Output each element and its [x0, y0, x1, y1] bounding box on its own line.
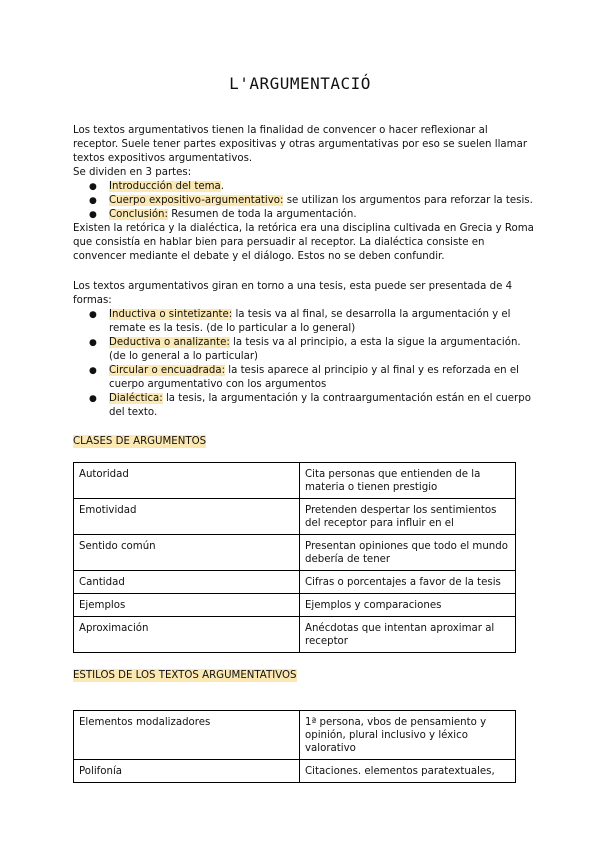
thesis-section	[73, 280, 535, 420]
table-cell: Cantidad	[74, 571, 300, 594]
parts-list	[73, 180, 535, 222]
table-row	[74, 711, 516, 760]
table-row	[74, 760, 516, 783]
highlighted-term: Inductiva o sintetizante:	[109, 309, 233, 320]
item-text: la tesis, la argumentación y la contraargumentación están en el cuerpo del texto.	[109, 393, 531, 418]
item-text: Resumen de toda la argumentación.	[167, 209, 357, 220]
table-cell: Ejemplos	[74, 594, 300, 617]
table-cell: Pretenden despertar los sentimientos del receptor para influir en el	[300, 499, 516, 535]
page-title: L'ARGUMENTACIÓ	[229, 74, 371, 93]
estilos-heading-wrap	[73, 669, 535, 683]
table-row	[74, 594, 516, 617]
rhetoric-paragraph: Existen la retórica y la dialéctica, la retórica era una disciplina cultivada en Grecia y Roma que consistía en hablar bien para persuadir al receptor. La dialéctica consiste en convencer mediante el debate y el diálogo. Estos no se deben confundir.	[73, 223, 534, 262]
item-text: la tesis va al principio, a esta la sigue la argumentación. (de lo general a lo particular)	[109, 337, 521, 362]
table-row	[74, 571, 516, 594]
table-row	[74, 499, 516, 535]
table-row	[74, 463, 516, 499]
list-item	[73, 336, 535, 364]
list-item	[73, 208, 535, 222]
table-row	[74, 617, 516, 653]
table-cell: Elementos modalizadores	[74, 711, 300, 760]
list-item	[73, 364, 535, 392]
table-row	[74, 535, 516, 571]
table-cell: Cita personas que entienden de la materia o tienen prestigio	[300, 463, 516, 499]
table-cell: Aproximación	[74, 617, 300, 653]
list-item	[73, 392, 535, 420]
table-cell: 1ª persona, vbos de pensamiento y opinión, plural inclusivo y léxico valorativo	[300, 711, 516, 760]
highlighted-term: Conclusión:	[109, 209, 168, 220]
list-item	[73, 180, 535, 194]
clases-heading-wrap	[73, 435, 535, 449]
thesis-paragraph: Los textos argumentativos giran en torno a una tesis, esta puede ser presentada de 4 formas:	[73, 281, 513, 306]
clases-heading: CLASES DE ARGUMENTOS	[73, 436, 207, 447]
parts-intro: Se dividen en 3 partes:	[73, 167, 192, 178]
table-cell: Polifonía	[74, 760, 300, 783]
list-item	[73, 308, 535, 336]
forms-list	[73, 308, 535, 420]
table-cell: Autoridad	[74, 463, 300, 499]
estilos-table	[73, 710, 516, 783]
table-cell: Presentan opiniones que todo el mundo debería de tener	[300, 535, 516, 571]
clases-table	[73, 462, 516, 653]
table-cell: Anécdotas que intentan aproximar al receptor	[300, 617, 516, 653]
list-item	[73, 194, 535, 208]
highlighted-term: Dialéctica:	[109, 393, 163, 404]
item-text: la tesis aparece al principio y al final y es reforzada en el cuerpo argumentativo con los argumentos	[109, 365, 519, 390]
highlighted-term: Introducción del tema	[109, 181, 221, 192]
item-text: .	[220, 181, 225, 192]
highlighted-term: Circular o encuadrada:	[109, 365, 226, 376]
table-cell: Cifras o porcentajes a favor de la tesis	[300, 571, 516, 594]
table-cell: Ejemplos y comparaciones	[300, 594, 516, 617]
item-text: se utilizan los argumentos para reforzar la tesis.	[283, 195, 533, 206]
table-cell: Sentido común	[74, 535, 300, 571]
table-cell: Citaciones. elementos paratextuales,	[300, 760, 516, 783]
estilos-heading: ESTILOS DE LOS TEXTOS ARGUMENTATIVOS	[73, 670, 297, 681]
highlighted-term: Cuerpo expositivo-argumentativo:	[109, 195, 284, 206]
intro-section	[73, 124, 535, 264]
item-text: la tesis va al final, se desarrolla la argumentación y el remate es la tesis. (de lo particular a lo general)	[109, 309, 511, 334]
intro-paragraph: Los textos argumentativos tienen la finalidad de convencer o hacer reflexionar al receptor. Suele tener partes expositivas y otras argumentativas por eso se suelen llamar textos expositivos argumentativos.	[73, 125, 528, 164]
highlighted-term: Deductiva o analizante:	[109, 337, 230, 348]
table-cell: Emotividad	[74, 499, 300, 535]
